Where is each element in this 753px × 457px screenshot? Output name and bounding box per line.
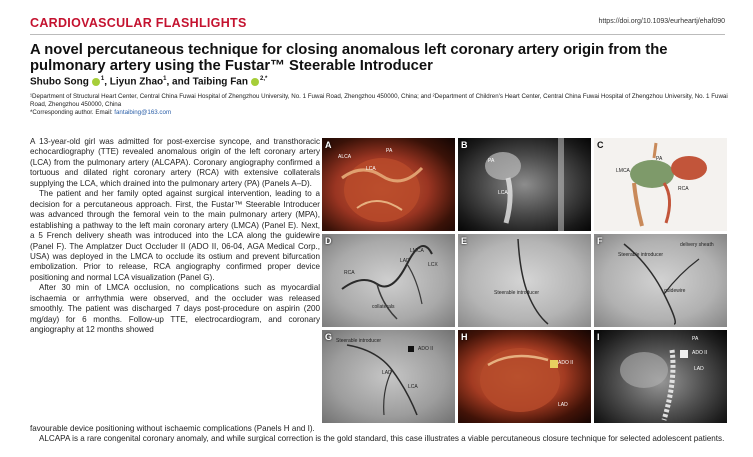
- annotation: LAD: [558, 402, 568, 408]
- annotation: PA: [656, 156, 663, 162]
- body-paragraph: ALCAPA is a rare congenital coronary anomaly, and while surgical correction is the gold standard, this case illustrates a viable percutaneous closure technique for selected adolescent patients.: [39, 434, 725, 444]
- panel-label: H: [461, 332, 468, 342]
- annotation: LAD: [694, 366, 704, 372]
- body-paragraph: favourable device positioning without ischaemic complications (Panels H and I).: [30, 424, 315, 433]
- annotation: LAD: [400, 258, 410, 264]
- annotation: LCX: [428, 262, 438, 268]
- doi-link[interactable]: https://doi.org/10.1093/eurheartj/ehaf090: [598, 18, 725, 25]
- article-body-continued: [30, 424, 730, 445]
- panel-label: D: [325, 236, 332, 246]
- panel-label: A: [325, 140, 332, 150]
- annotation: Steerable introducer: [494, 290, 540, 296]
- author-name[interactable]: and Taibing Fan: [172, 76, 248, 88]
- author-list: Shubo Song $^1$, Liyun Zhao$^1$, and Taibing Fan $^{2,*}$: [30, 76, 268, 88]
- article-title: A novel percutaneous technique for closing anomalous left coronary artery origin from the pulmonary artery using the Fustar™ Steerable Introducer: [30, 42, 668, 74]
- vessel-render: [594, 138, 727, 231]
- annotation: LCA: [408, 384, 418, 390]
- panel-g-angiogram: [322, 330, 455, 423]
- corresponding-email-link[interactable]: fantaibing@163.com: [114, 109, 172, 116]
- body-paragraph: A 13-year-old girl was admitted for post-exercise syncope, and transthoracic echocardiography (TTE) revealed anomalous origin of the left coronary artery (LCA) from the pulmonary artery (ALCAPA). Coronary angiography confirmed a tortuous and dilated right coronary artery (RCA) with extensive collaterals supplying the LCA, which drained into the pulmonary artery (PA) (Panels A–D).: [30, 137, 320, 188]
- annotation: collaterals: [372, 304, 395, 310]
- affiliation-text: ¹Department of Structural Heart Center, Central China Fuwai Hospital of Zhengzhou University, No. 1 Fuwai Road, Zhengzhou 450000, China; and ²Department of Children's Heart Center, Central China Fuwai Hospital of Zhengzhou University, No. 1 Fuwai Road, Zhengzhou 450000, China: [30, 93, 728, 108]
- panel-label: I: [597, 332, 600, 342]
- annotation: LCA: [366, 166, 376, 172]
- panel-label: F: [597, 236, 603, 246]
- annotation: LCA: [498, 190, 508, 196]
- ct-slice: [458, 138, 591, 231]
- annotation: Steerable introducer: [618, 252, 664, 258]
- annotation: RCA: [678, 186, 689, 192]
- panel-label: C: [597, 140, 604, 150]
- annotation: ADO II: [558, 360, 574, 366]
- annotation: guidewire: [664, 288, 686, 294]
- annotation: ADO II: [418, 346, 434, 352]
- panel-d-angiogram: [322, 234, 455, 327]
- panel-h-3d-heart-image: [458, 330, 591, 423]
- annotation: PA: [488, 158, 495, 164]
- section-label: CARDIOVASCULAR FLASHLIGHTS: [30, 16, 247, 30]
- panel-label: G: [325, 332, 333, 342]
- panel-b-ct-image: [458, 138, 591, 231]
- annotation: ADO II: [692, 350, 708, 356]
- annotation: PA: [386, 148, 393, 154]
- body-paragraph: After 30 min of LMCA occlusion, no complications such as myocardial ischaemia or arrhythmia were observed, and the occluder was released smoothly. The patient was discharged 7 days post-procedure on aspirin (200 mg/day) for 6 months. Follow-up TTE, electrocardiogram, and coronary angiography at 12 months showed: [30, 283, 320, 335]
- panel-label: E: [461, 236, 468, 246]
- affiliations: [30, 93, 730, 117]
- panel-e-angiogram: [458, 234, 591, 327]
- annotation: LMCA: [616, 168, 630, 174]
- corresponding-label: *Corresponding author. Email:: [30, 109, 115, 116]
- panel-i-ct-image: [594, 330, 727, 423]
- angiogram-vessels: [322, 234, 455, 327]
- angiogram-vessels: [458, 234, 591, 327]
- annotation: LMCA: [410, 248, 424, 254]
- article-body: [30, 137, 320, 336]
- author-affiliation-number: 1: [100, 76, 105, 82]
- annotation: ALCA: [338, 154, 352, 160]
- author-affiliation-number: 2,*: [259, 76, 268, 82]
- panel-a-3d-heart-image: [322, 138, 455, 231]
- journal-header: [30, 10, 725, 35]
- panel-f-angiogram: [594, 234, 727, 327]
- figure-panels: [322, 138, 727, 423]
- annotation: PA: [692, 336, 699, 342]
- body-paragraph: The patient and her family opted against surgical intervention, leading to a decision for a percutaneous approach. First, the Fustar™ Steerable Introducer was advanced through the femoral vein to the main pulmonary artery (MPA), establishing a pathway to the left main coronary artery (LMCA) (Panel E). Next, a 5 French delivery sheath was introduced into the LCA along the guidewire (Panel F). The Amplatzer Duct Occluder II (ADO II, 06-04, AGA Medical Corp., USA) was deployed in the LMCA to occlude its ostium and prevent bifurcation embolization. Prior to release, RCA angiography confirmed proper device positioning and normal LCA visualization (Panel G).: [30, 189, 320, 282]
- author-name[interactable]: Shubo Song: [30, 76, 89, 88]
- annotation: LAD: [382, 370, 392, 376]
- orcid-icon[interactable]: [92, 78, 100, 86]
- orcid-icon[interactable]: [251, 78, 259, 86]
- annotation: RCA: [344, 270, 355, 276]
- ct-slice: [594, 330, 727, 423]
- panel-label: B: [461, 140, 468, 150]
- author-affiliation-number: 1: [163, 76, 167, 82]
- annotation: Steerable introducer: [336, 338, 382, 344]
- annotation: delivery sheath: [680, 242, 714, 248]
- heart-render: [458, 330, 591, 423]
- author-name[interactable]: Liyun Zhao: [109, 76, 164, 88]
- panel-c-3d-vessel-image: [594, 138, 727, 231]
